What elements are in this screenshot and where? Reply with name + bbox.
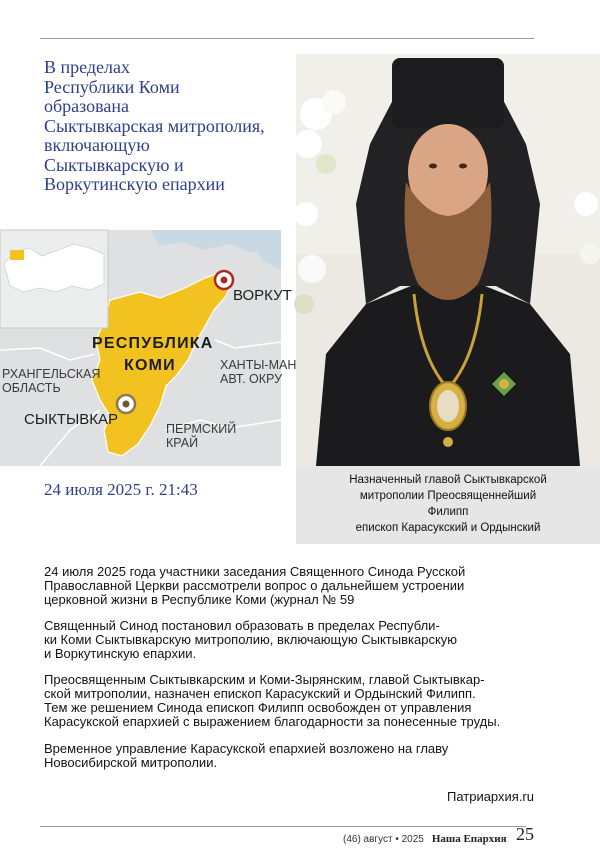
paragraph-line: и Воркутинскую епархии. [44,646,197,661]
map-city-syktyvkar: СЫКТЫВКАР [24,411,119,428]
headline-line: В пределах [44,57,131,77]
headline-line: включающую [44,135,150,155]
paragraph-line: Новосибирской митрополии. [44,755,218,770]
map-region-perm-line: ПЕРМСКИЙ [166,422,237,436]
paragraph-line: Временное управление Карасукской епархией возложено на главу [44,741,449,756]
footer [343,833,507,845]
map-region-khanty-line: АВТ. ОКРУ [220,372,283,386]
paragraph-line: Преосвященным Сыктывкарским и Коми-Зырянским, главой Сыктывкар- [44,672,485,687]
map-city-vorkuta: ВОРКУТ [233,287,292,304]
paragraph-line: ской митрополии, назначен епископ Карасукский и Ордынский Филипп. [44,686,476,701]
page-number: 25 [516,824,534,844]
map-region-arkhangelsk [2,367,100,395]
map-region-perm-line: КРАЙ [166,436,199,450]
paragraph-4 [44,742,536,770]
photo-caption-line: митрополии Преосвященнейший [359,490,537,502]
photo-caption [296,466,600,544]
paragraph-line: 24 июля 2025 года участники заседания Священного Синода Русской [44,564,466,579]
map-region-arkhangelsk-line: ОБЛАСТЬ [2,381,61,395]
paragraph-line: Священный Синод постановил образовать в пределах Республи- [44,618,440,633]
paragraph-line: ки Коми Сыктывкарскую митрополию, включающую Сыктывкарскую [44,632,458,647]
headline-line: Воркутинскую епархии [44,174,225,194]
top-rule [40,38,534,39]
komi-map [0,230,297,466]
bishop-photo-illustration [296,54,600,466]
map-region-label: РЕСПУБЛИКА [92,335,214,352]
paragraph-3 [44,673,536,729]
map-region-label: КОМИ [124,357,176,374]
photo-caption-line: Филипп [427,506,469,518]
source-credit: Патриархия.ru [446,789,534,804]
photo-caption-line: Назначенный главой Сыктывкарской [349,474,547,486]
paragraph-line: Православной Церкви рассмотрели вопрос о дальнейшем устроении [44,578,465,593]
paragraph-line: Тем же решением Синода епископ Филипп освобожден от управления [44,700,472,715]
map-region-khanty-line: ХАНТЫ-МАН [220,358,297,372]
map-region-khanty [220,358,296,386]
photo-caption-line: епископ Карасукский и Ордынский [355,522,541,534]
footer-issue: (46) август • 2025 [343,834,424,845]
bottom-rule [40,826,526,827]
map-region-perm [166,422,236,450]
bishop-photo [296,54,600,466]
headline-line: образована [44,96,130,116]
publication-date: 24 июля 2025 г. 21:43 [44,480,198,499]
paragraph-1 [44,565,536,607]
headline-line: Сыктывкарская митрополия, [44,115,265,136]
paragraph-2 [44,619,536,661]
headline-line: Республики Коми [44,76,180,97]
headline-line: Сыктывкарскую и [44,154,184,175]
paragraph-line: Карасукской епархией с выражением благодарности за понесенные труды. [44,714,501,729]
map-region-arkhangelsk-line: РХАНГЕЛЬСКАЯ [2,367,101,381]
paragraph-line: церковной жизни в Республике Коми (журнал № 59 [44,592,355,607]
headline [44,58,289,195]
footer-magazine-title: Наша Епархия [431,833,507,845]
